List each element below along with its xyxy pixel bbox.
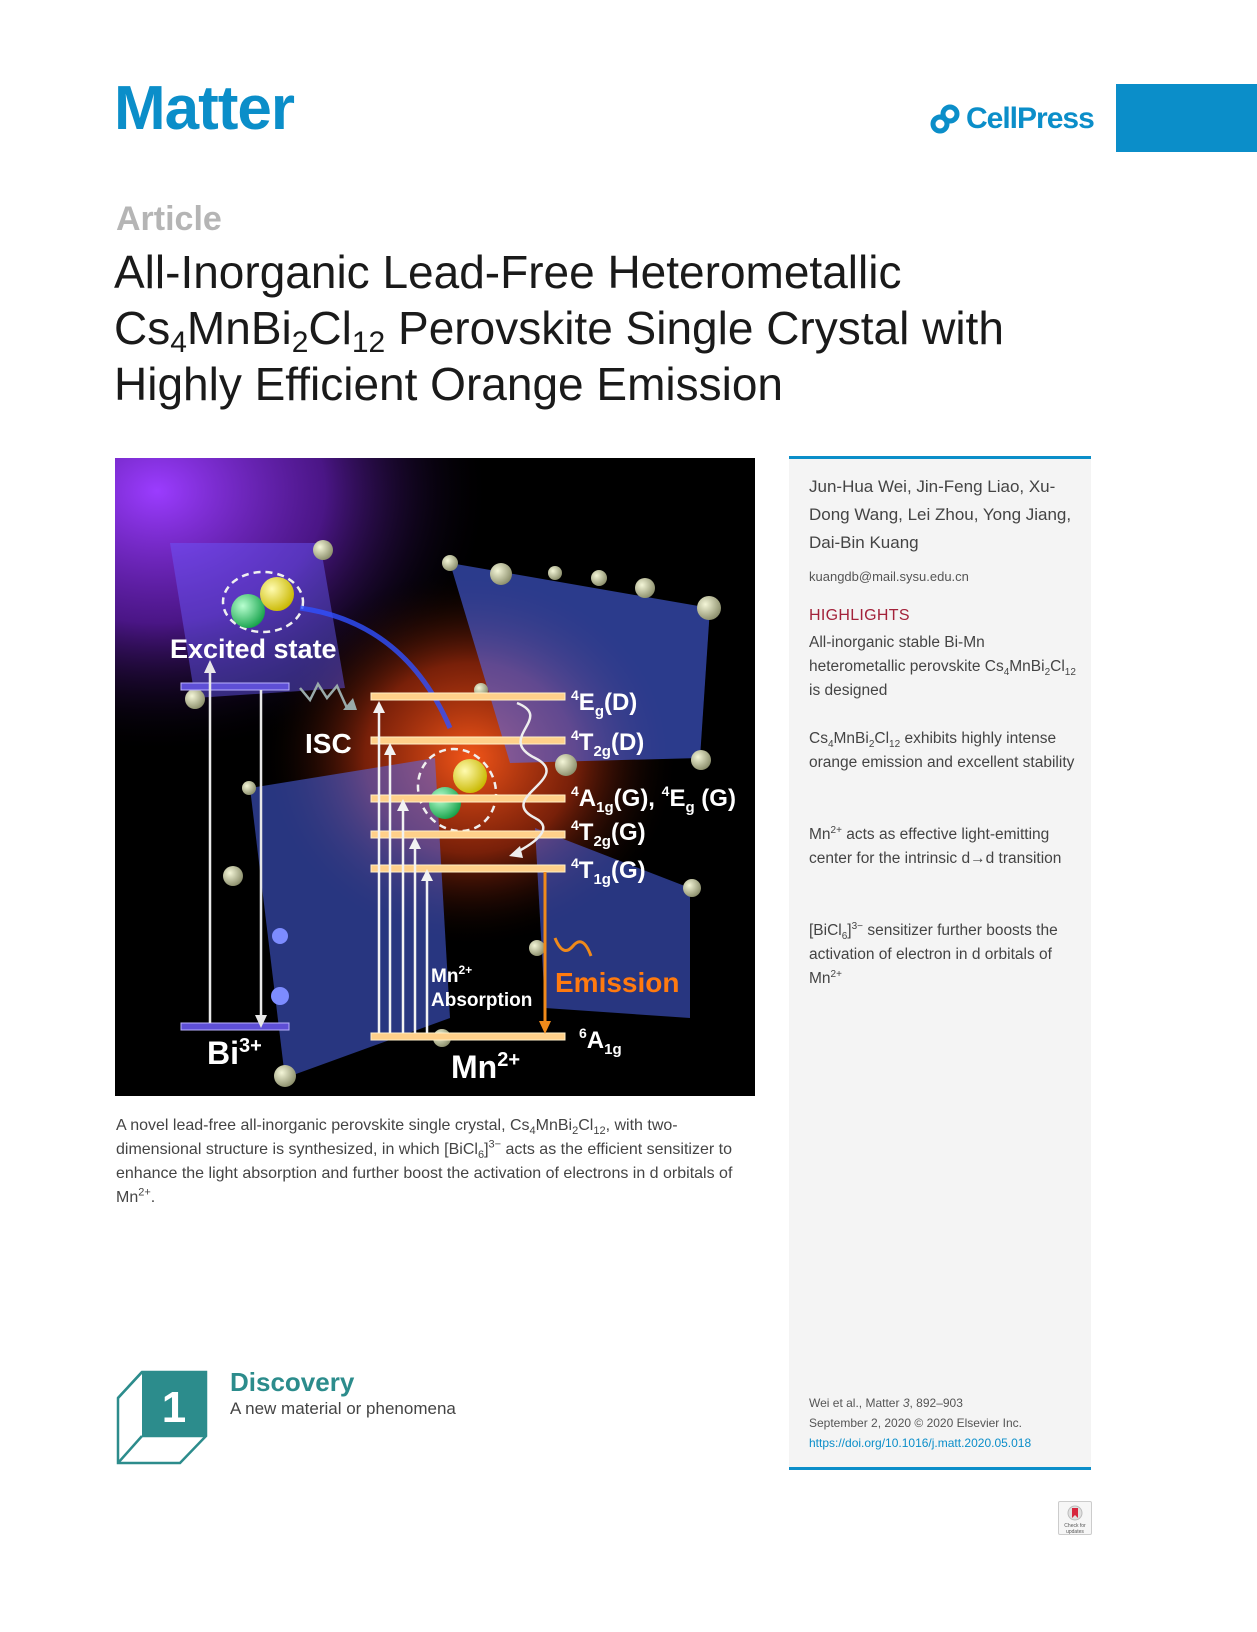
discovery-cube-icon (116, 1370, 208, 1465)
corner-tab (1116, 84, 1257, 152)
highlight-text: MnBi (1009, 658, 1045, 675)
caption-text: ] (484, 1141, 489, 1158)
highlight-subscript: 4 (827, 739, 834, 751)
citation-block (809, 1393, 1031, 1453)
citation-volume: 3 (902, 1396, 910, 1410)
caption-text: , with two-dimensional structure is synthesized, in which [BiCl (116, 1117, 678, 1158)
bi-label: $Bi^{3+}$ (207, 1035, 262, 1071)
level-label: $^4T_{1g}(G)$ (571, 855, 646, 888)
highlight-superscript: 2+ (830, 824, 842, 836)
title-text: Perovskite Single Crystal with (385, 302, 1004, 354)
publisher-name: CellPress (966, 102, 1094, 135)
bookmark-icon (1067, 1505, 1083, 1521)
highlight-subscript: 12 (1064, 667, 1076, 679)
highlight-item (809, 823, 1079, 871)
highlight-text: ] (847, 922, 852, 939)
highlight-item (809, 919, 1079, 991)
graphical-abstract (115, 458, 755, 1096)
citation-journal (809, 1393, 1031, 1413)
badge-label: Check for updates (1064, 1523, 1086, 1535)
caption-subscript: 4 (529, 1125, 536, 1138)
absorption-label: Absorption (431, 990, 533, 1011)
citation-date: September 2, 2020 © 2020 Elsevier Inc. (809, 1416, 1022, 1430)
caption-subscript: 2 (572, 1125, 579, 1138)
caption-text: A novel lead-free all-inorganic perovskite single crystal, Cs (116, 1117, 530, 1134)
level-label: $^4T_{2g}(G)$ (571, 817, 646, 850)
highlight-text: acts as effective light-emitting center for the intrinsic d→d transition (809, 826, 1062, 867)
bi-excited-level (181, 683, 289, 690)
caption-text: . (150, 1189, 156, 1206)
highlight-text: [BiCl (809, 922, 842, 939)
highlights-heading: HIGHLIGHTS (809, 607, 910, 624)
caption-subscript: 12 (593, 1125, 606, 1138)
title-text: Cl (308, 302, 352, 354)
caption-subscript: 6 (477, 1149, 485, 1162)
energy-diagram (115, 458, 755, 1096)
bi-ground-level (181, 1023, 289, 1030)
caption-text: MnBi (535, 1117, 573, 1134)
check-for-updates-badge[interactable] (1058, 1501, 1092, 1535)
highlight-item (809, 727, 1079, 775)
highlight-superscript: 2+ (830, 968, 842, 980)
info-sidebar (789, 456, 1091, 1470)
title-subscript: 12 (351, 326, 386, 359)
discovery-number: 1 (161, 1383, 187, 1432)
mn-label: $Mn^{2+}$ (451, 1049, 521, 1085)
doi-link[interactable]: https://doi.org/10.1016/j.matt.2020.05.018 (809, 1436, 1032, 1450)
level-label: $^6A_{1g}$ (579, 1025, 622, 1058)
caption-superscript: 2+ (138, 1186, 151, 1199)
title-text: MnBi (186, 302, 292, 354)
figure-caption (116, 1114, 756, 1210)
title-line-3: Highly Efficient Orange Emission (114, 358, 783, 410)
highlight-subscript: 2 (868, 739, 875, 751)
discovery-subtitle: A new material or phenomena (230, 1399, 456, 1418)
level-label: $^4E_g(D)$ (571, 687, 638, 720)
highlight-subscript: 12 (889, 739, 901, 751)
article-type: Article (116, 200, 222, 238)
highlight-subscript: 4 (1003, 667, 1010, 679)
title-subscript: 4 (170, 326, 187, 359)
highlight-text: Mn (809, 826, 831, 843)
caption-superscript: 3− (488, 1138, 502, 1151)
highlight-subscript: 6 (841, 931, 848, 943)
citation-text: , 892–903 (909, 1396, 963, 1410)
title-text: Cs (114, 302, 171, 354)
highlight-text: MnBi (833, 730, 869, 747)
highlight-text: Cl (1050, 658, 1065, 675)
caption-text: acts as the efficient sensitizer to enhance the light absorption and further boost the activation of electrons in d orbitals of Mn (116, 1141, 733, 1206)
discovery-title: Discovery (230, 1367, 355, 1397)
caption-text: Cl (578, 1117, 594, 1134)
mn-absorption-label: $Mn^{2+}$ (431, 963, 473, 987)
level-label: $^4T_{2g}(D)$ (571, 727, 645, 760)
title-line-1: All-Inorganic Lead-Free Heterometallic (114, 246, 902, 298)
article-title (114, 244, 1074, 412)
highlight-text: Cs (809, 730, 828, 747)
highlight-superscript: 3− (851, 920, 864, 932)
publisher-logo (928, 102, 1094, 136)
title-subscript: 2 (291, 326, 309, 359)
isc-label: ISC (305, 728, 352, 759)
level-label: $^4A_{1g}(G)$, $^4E_g$ (G) (571, 783, 736, 816)
highlight-text: Cl (874, 730, 890, 747)
corresponding-email[interactable]: kuangdb@mail.sysu.edu.cn (809, 569, 969, 584)
highlight-text: sensitizer further boosts the activation of electron in d orbitals of Mn (809, 922, 1058, 987)
cellpress-icon (928, 102, 962, 136)
highlight-text: All-inorganic stable Bi-Mn heterometallic perovskite Cs (809, 634, 1004, 675)
emission-label: Emission (555, 967, 680, 998)
highlight-text: exhibits highly intense orange emission and excellent stability (809, 730, 1075, 771)
author-list: Jun-Hua Wei, Jin-Feng Liao, Xu-Dong Wang, Lei Zhou, Yong Jiang, Dai-Bin Kuang (809, 477, 1072, 552)
citation-text: Wei et al., Matter (809, 1396, 903, 1410)
highlight-item (809, 631, 1079, 703)
excited-state-label: Excited state (170, 634, 337, 664)
highlight-subscript: 2 (1044, 667, 1051, 679)
journal-logo: Matter (114, 74, 295, 143)
highlight-text: is designed (809, 682, 888, 699)
